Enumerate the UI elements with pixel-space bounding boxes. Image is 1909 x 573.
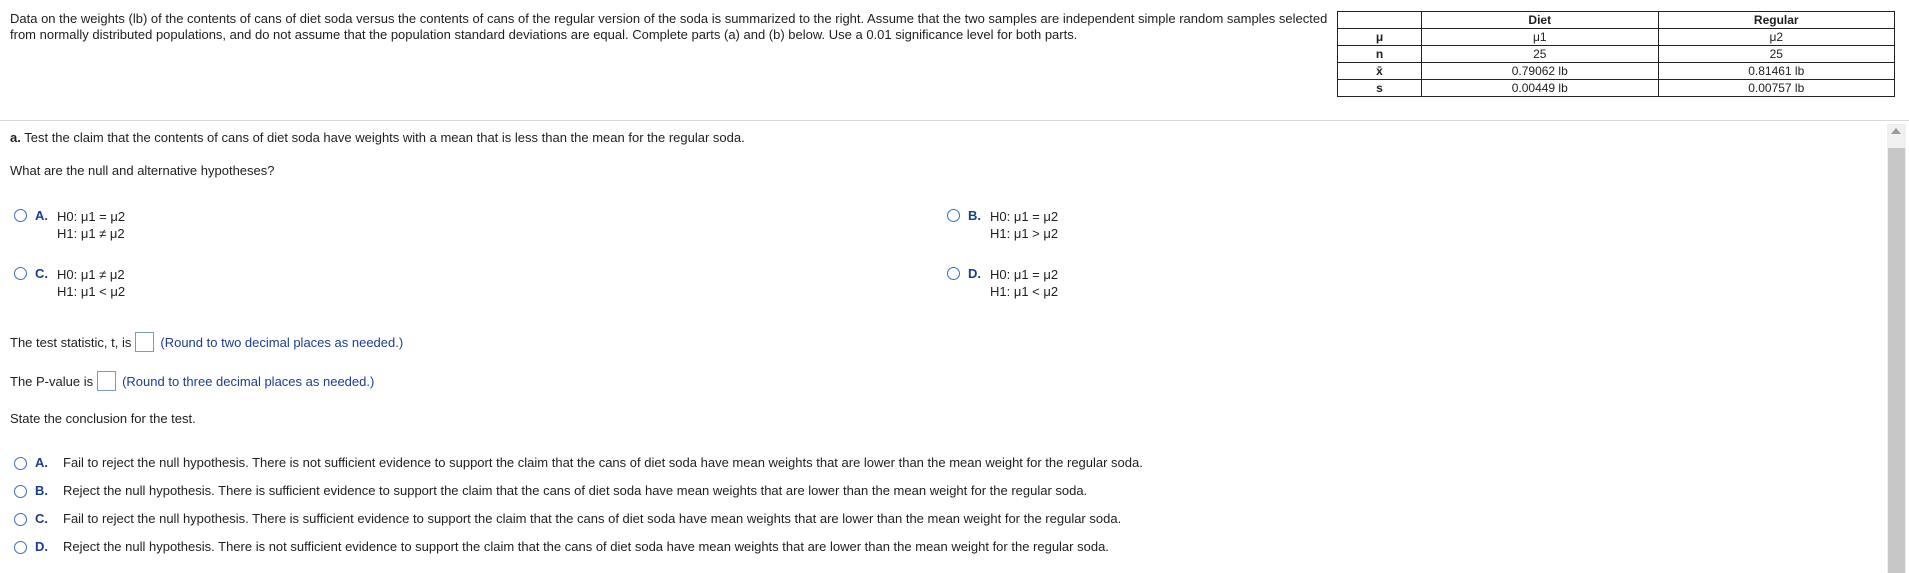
hyp-option-b-h1: H1: μ1 > μ2 bbox=[990, 226, 1059, 241]
conclusion-option-d-text: Reject the null hypothesis. There is not sufficient evidence to support the claim that the cans of diet soda have mean weights that are lower than the mean weight for the regular soda. bbox=[63, 539, 1109, 554]
table-row bbox=[1338, 29, 1895, 46]
scroll-up-arrow-icon[interactable] bbox=[1891, 128, 1901, 134]
radio-icon[interactable] bbox=[14, 209, 27, 222]
p-value-input[interactable] bbox=[97, 371, 116, 391]
conclusion-option-b-text: Reject the null hypothesis. There is sufficient evidence to support the claim that the cans of diet soda have mean weights that are lower than the mean weight for the regular soda. bbox=[63, 483, 1088, 498]
hypotheses-question: What are the null and alternative hypotheses? bbox=[10, 163, 275, 178]
cell-diet-xbar: 0.79062 lb bbox=[1422, 63, 1659, 80]
test-statistic-input[interactable] bbox=[135, 332, 154, 352]
cell-regular-s: 0.00757 lb bbox=[1658, 80, 1895, 97]
conclusion-option-a-text: Fail to reject the null hypothesis. There is not sufficient evidence to support the claim that the cans of diet soda have mean weights that are lower than the mean weight for the regular soda. bbox=[63, 455, 1143, 470]
row-label-n: n bbox=[1338, 46, 1422, 63]
conclusion-option-b-letter: B. bbox=[35, 483, 48, 498]
p-value-line bbox=[10, 371, 374, 391]
scrollbar-thumb[interactable] bbox=[1888, 148, 1905, 573]
radio-icon[interactable] bbox=[14, 541, 27, 554]
table-header-row bbox=[1338, 12, 1895, 29]
table-header-blank bbox=[1338, 12, 1422, 29]
row-label-mu: μ bbox=[1338, 29, 1422, 46]
problem-intro: Data on the weights (lb) of the contents of cans of diet soda versus the contents of cans of the regular version of the soda is summarized to the right. Assume that the two samples are independent simple random samples selected from normally distributed populations, and do not assume that the population standard deviations are equal. Complete parts (a) and (b) below. Use a 0.01 significance level for both parts. bbox=[10, 11, 1328, 42]
cell-diet-n: 25 bbox=[1422, 46, 1659, 63]
hyp-option-c-letter: C. bbox=[35, 266, 48, 281]
conclusion-option-c-letter: C. bbox=[35, 511, 48, 526]
radio-icon[interactable] bbox=[947, 267, 960, 280]
table-header-diet: Diet bbox=[1422, 12, 1659, 29]
radio-icon[interactable] bbox=[14, 485, 27, 498]
conclusion-option-a[interactable] bbox=[14, 455, 1143, 470]
hyp-option-b[interactable] bbox=[947, 208, 1058, 242]
hyp-option-b-h0: H0: μ1 = μ2 bbox=[990, 209, 1059, 224]
table-row bbox=[1338, 63, 1895, 80]
hyp-option-a-letter: A. bbox=[35, 208, 48, 223]
conclusion-option-c[interactable] bbox=[14, 511, 1121, 526]
conclusion-option-c-text: Fail to reject the null hypothesis. There is sufficient evidence to support the claim that the cans of diet soda have mean weights that are lower than the mean weight for the regular soda. bbox=[63, 511, 1122, 526]
cell-diet-s: 0.00449 lb bbox=[1422, 80, 1659, 97]
summary-table bbox=[1337, 11, 1895, 97]
test-statistic-hint: (Round to two decimal places as needed.) bbox=[160, 334, 404, 350]
table-row bbox=[1338, 46, 1895, 63]
row-label-s: s bbox=[1338, 80, 1422, 97]
hyp-option-c[interactable] bbox=[14, 266, 125, 300]
radio-icon[interactable] bbox=[14, 267, 27, 280]
hyp-option-d-letter: D. bbox=[968, 266, 981, 281]
row-label-xbar: x̄ bbox=[1338, 63, 1422, 80]
radio-icon[interactable] bbox=[947, 209, 960, 222]
conclusion-option-a-letter: A. bbox=[35, 455, 48, 470]
section-divider bbox=[0, 120, 1909, 121]
radio-icon[interactable] bbox=[14, 457, 27, 470]
hyp-option-a-h0: H0: μ1 = μ2 bbox=[57, 209, 126, 224]
hyp-option-b-letter: B. bbox=[968, 208, 981, 223]
hyp-option-c-h0: H0: μ1 ≠ μ2 bbox=[57, 267, 125, 282]
p-value-label: The P-value is bbox=[10, 373, 94, 389]
part-a-label: a. bbox=[10, 130, 21, 145]
table-row bbox=[1338, 80, 1895, 97]
hyp-option-a[interactable] bbox=[14, 208, 125, 242]
hyp-option-d-h0: H0: μ1 = μ2 bbox=[990, 267, 1059, 282]
conclusion-option-d-letter: D. bbox=[35, 539, 48, 554]
hyp-option-d-h1: H1: μ1 < μ2 bbox=[990, 284, 1059, 299]
hyp-option-a-h1: H1: μ1 ≠ μ2 bbox=[57, 226, 125, 241]
hyp-option-c-h1: H1: μ1 < μ2 bbox=[57, 284, 126, 299]
cell-diet-mu: μ1 bbox=[1422, 29, 1659, 46]
conclusion-option-d[interactable] bbox=[14, 539, 1109, 554]
conclusion-prompt: State the conclusion for the test. bbox=[10, 411, 196, 426]
cell-regular-xbar: 0.81461 lb bbox=[1658, 63, 1895, 80]
table-header-regular: Regular bbox=[1658, 12, 1895, 29]
cell-regular-n: 25 bbox=[1658, 46, 1895, 63]
cell-regular-mu: μ2 bbox=[1658, 29, 1895, 46]
part-a-text: Test the claim that the contents of cans of diet soda have weights with a mean that is less than the mean for the regular soda. bbox=[24, 130, 745, 145]
part-a-statement bbox=[10, 130, 745, 145]
test-statistic-line bbox=[10, 332, 403, 352]
radio-icon[interactable] bbox=[14, 513, 27, 526]
test-statistic-label: The test statistic, t, is bbox=[10, 334, 132, 350]
hyp-option-d[interactable] bbox=[947, 266, 1058, 300]
p-value-hint: (Round to three decimal places as needed.) bbox=[122, 373, 375, 389]
conclusion-option-b[interactable] bbox=[14, 483, 1087, 498]
